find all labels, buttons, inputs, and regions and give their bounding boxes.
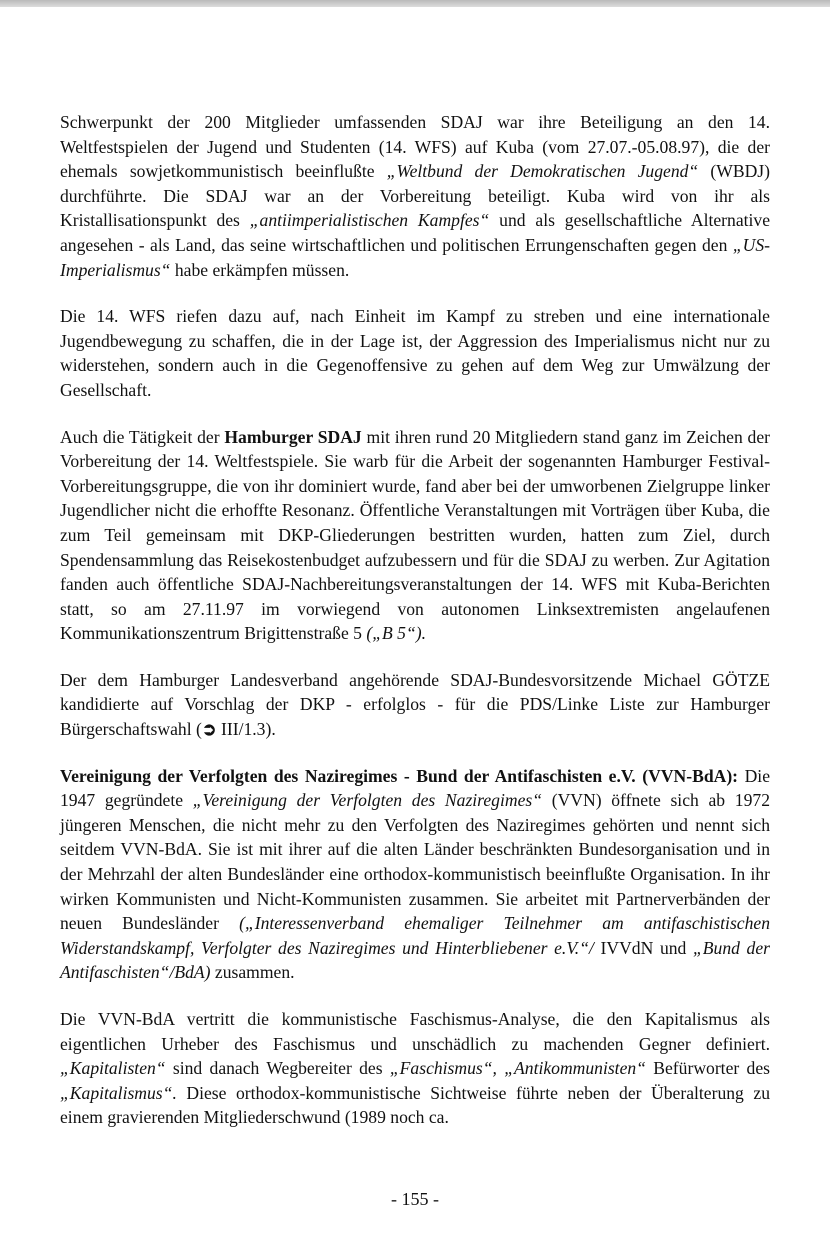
document-body — [60, 110, 770, 1152]
text: (VVN) öffnete sich ab 1972 jüngeren Menschen, die nicht mehr zu den Verfolgten des Naziregimes gehörten und nennt sich seitdem VVN-BdA. Sie ist mit ihrer auf die alten Länder beschränkten Bundesorganisation und in der Mehrzahl der alten Bundesländer eine orthodox-kommunistisch beeinflußte Organisation. In ihr wirken Kommunisten und Nicht-Kommunisten zusammen. Sie arbeitet mit Partnerverbänden der neuen Bundesländer — [60, 790, 770, 934]
text-italic: („Interessenverband ehemaliger Teilnehmer am antifaschistischen Widerstandskampf, Verfolgter des Naziregimes und Hinterbliebener e.V.“/ — [60, 913, 771, 958]
paragraph-sdaj-wfs — [60, 110, 770, 282]
text: Befürworter des — [645, 1058, 770, 1079]
text-italic: „Kapitalismus“. — [60, 1082, 177, 1103]
text: und als gesellschaftliche Alternative angesehen - als Land, das seine wirtschaftlichen und politischen Errungenschaften gegen den — [60, 210, 771, 255]
paragraph-goetze — [60, 668, 770, 742]
text-italic: „Faschismus“, „Antikommunisten“ — [389, 1058, 646, 1079]
paragraph-faschismus-analyse — [60, 1007, 770, 1130]
text: Auch die Tätigkeit der — [60, 426, 225, 447]
arrow-right-icon: ➲ — [201, 719, 217, 740]
text: III/1.3). — [216, 719, 276, 740]
paragraph-hamburger-sdaj — [60, 425, 770, 646]
text-italic: „US-Imperialismus“ — [60, 234, 770, 280]
text: Der dem Hamburger Landesverband angehörende SDAJ-Bundesvorsitzende Michael GÖTZE kandidierte auf Vorschlag der DKP - erfolglos - für die PDS/Linke Liste zur Hamburger Bürgerschaftswahl ( — [60, 669, 770, 740]
text: Schwerpunkt der 200 Mitglieder umfassenden SDAJ war ihre Beteiligung an den 14. Weltfestspielen der Jugend und Studenten (14. WFS) auf Kuba (vom 27.07.-05.08.97), die der ehemals sowjetkommunistisch beeinflußte — [60, 112, 770, 182]
section-heading: Vereinigung der Verfolgten des Naziregimes - Bund der Antifaschisten e.V. (VVN-BdA): — [60, 765, 739, 786]
scan-top-edge — [0, 0, 830, 7]
text-italic: („B 5“). — [366, 623, 427, 644]
text-bold: Hamburger SDAJ — [224, 426, 362, 447]
text-italic: „Weltbund der Demokratischen Jugend“ — [386, 161, 699, 182]
text-italic: „Bund der Antifaschisten“/BdA) — [60, 937, 770, 983]
text: Die VVN-BdA vertritt die kommunistische Faschismus-Analyse, die den Kapitalismus als eigentlichen Urheber des Faschismus und unschädlich zu machenden Gegner definiert. — [60, 1009, 770, 1054]
paragraph-wfs-call: Die 14. WFS riefen dazu auf, nach Einheit im Kampf zu streben und eine internationale Jugendbewegung zu schaffen, die in der Lage ist, der Aggression des Imperialismus nicht nur zu widerstehen, sondern auch in die Gegenoffensive zu gehen auf dem Weg zur Umwälzung der Gesellschaft. — [60, 306, 770, 400]
text: Diese orthodox-kommunistische Sichtweise führte neben der Überalterung zu einem gravierenden Mitgliederschwund (1989 noch ca. — [60, 1082, 770, 1128]
text: zusammen. — [210, 962, 295, 983]
text: (WBDJ) durchführte. Die SDAJ war an der Vorbereitung beteiligt. Kuba wird von ihr als Kristallisationspunkt des — [60, 161, 771, 231]
text: habe erkämpfen müssen. — [170, 259, 350, 280]
text: IVVdN und — [593, 937, 693, 958]
page-number: - 155 - — [391, 1189, 439, 1209]
text-italic: „antiimperialistischen Kampfes“ — [249, 210, 490, 231]
text-italic: „Kapitalisten“ — [60, 1058, 166, 1079]
text: sind danach Wegbereiter des — [165, 1058, 390, 1079]
text-italic: „Vereinigung der Verfolgten des Naziregimes“ — [192, 790, 543, 811]
text: mit ihren rund 20 Mitgliedern stand ganz im Zeichen der Vorbereitung der 14. Weltfestspiele. Sie warb für die Arbeit der sogenannten Hamburger Festival-Vorbereitungsgruppe, die von ihr dominiert wurde, fand aber bei der umworbenen Zielgruppe linker Jugendlicher nicht die erhoffte Resonanz. Öffentliche Veranstaltungen mit Vorträgen über Kuba, die zum Teil gemeinsam mit DKP-Gliederungen bestritten wurden, hatten zum Ziel, durch Spendensammlung das Reisekostenbudget aufzubessern und für die SDAJ zu werben. Zur Agitation fanden auch öffentliche SDAJ-Nachbereitungsveranstaltungen der 14. WFS mit Kuba-Berichten statt, so am 27.11.97 im vorwiegend von autonomen Linksextremisten angelaufenen Kommunikationszentrum Brigittenstraße 5 — [60, 426, 770, 644]
paragraph-vvn-bda — [60, 764, 770, 985]
text: Die 1947 gegründete — [60, 765, 771, 811]
